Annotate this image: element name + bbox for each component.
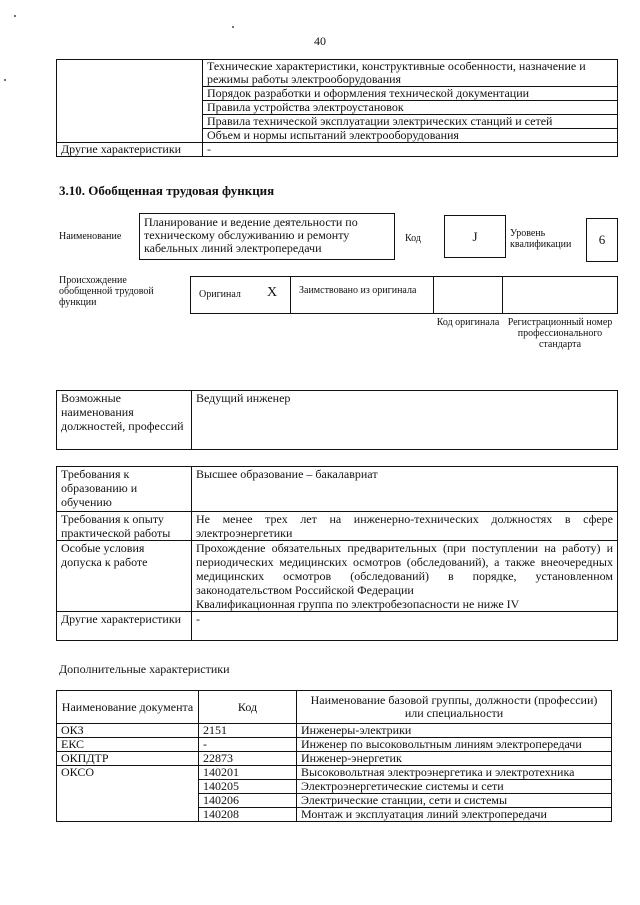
- name-cell: Инженер-энергетик: [297, 752, 612, 766]
- table-row: [57, 512, 618, 541]
- name-cell: Электроэнергетические системы и сети: [297, 780, 612, 794]
- header-doc: Наименование документа: [57, 691, 199, 724]
- reg-number-cell: [502, 276, 618, 314]
- table-row: [57, 612, 618, 641]
- positions-table: [56, 390, 618, 450]
- borrowed-label: Заимствовано из оригинала: [299, 285, 417, 296]
- table-row: [57, 60, 618, 87]
- header-code: Код: [199, 691, 297, 724]
- code-label: Код: [405, 233, 421, 244]
- knowledge-item: Порядок разработки и оформления технической документации: [203, 87, 618, 101]
- doc-cell: ОКСО: [57, 766, 199, 822]
- code-cell: 140201: [199, 766, 297, 780]
- conditions-label: Особые условия допуска к работе: [57, 541, 192, 612]
- education-value: Высшее образование – бакалавриат: [192, 467, 618, 512]
- safety-group-text: Квалификационная группа по электробезопасности не ниже IV: [196, 597, 520, 611]
- other-value: -: [203, 143, 618, 157]
- code-cell: 140206: [199, 794, 297, 808]
- knowledge-item: Правила технической эксплуатации электрических станций и сетей: [203, 115, 618, 129]
- experience-label: Требования к опыту практической работы: [57, 512, 192, 541]
- education-label: Требования к образованию и обучению: [57, 467, 192, 512]
- reg-number-caption: Регистрационный номер профессионального стандарта: [507, 317, 613, 350]
- table-row: [57, 752, 612, 766]
- code-original-cell: [433, 276, 503, 314]
- scan-speck: [4, 79, 6, 81]
- page-number: 40: [314, 34, 326, 48]
- code-cell: 140208: [199, 808, 297, 822]
- positions-label: Возможные наименования должностей, профессий: [57, 391, 192, 450]
- function-name: Планирование и ведение деятельности по техническому обслуживанию и ремонту кабельных линий электропередачи: [139, 213, 395, 260]
- experience-value: Не менее трех лет на инженерно-технических должностях в сфере электроэнергетики: [192, 512, 618, 541]
- table-row: [57, 724, 612, 738]
- table-row: [57, 391, 618, 450]
- knowledge-item: Технические характеристики, конструктивные особенности, назначение и режимы работы электрооборудования: [203, 60, 618, 87]
- scan-speck: [232, 26, 234, 28]
- table-row: [57, 738, 612, 752]
- knowledge-item: Объем и нормы испытаний электрооборудования: [203, 129, 618, 143]
- conditions-value: [192, 541, 618, 612]
- original-cell: [190, 276, 291, 314]
- original-label: Оригинал: [199, 289, 241, 300]
- additional-title: Дополнительные характеристики: [59, 662, 230, 676]
- table-row: [57, 143, 618, 157]
- name-cell: Монтаж и эксплуатация линий электропередачи: [297, 808, 612, 822]
- level-value: 6: [586, 218, 618, 262]
- scan-speck: [14, 15, 16, 17]
- additional-table: [56, 690, 612, 822]
- header-name: Наименование базовой группы, должности (профессии) или специальности: [297, 691, 612, 724]
- other-req-label: Другие характеристики: [57, 612, 192, 641]
- doc-cell: ОКЗ: [57, 724, 199, 738]
- section-title: 3.10. Обобщенная трудовая функция: [59, 183, 275, 198]
- other-label: Другие характеристики: [57, 143, 203, 157]
- name-cell: Инженер по высоковольтным линиям электропередачи: [297, 738, 612, 752]
- name-label: Наименование: [59, 231, 122, 242]
- code-original-caption: Код оригинала: [436, 317, 500, 328]
- table-row: [57, 541, 618, 612]
- table-row: [57, 766, 612, 780]
- borrowed-cell: [290, 276, 434, 314]
- name-cell: Высоковольтная электроэнергетика и электротехника: [297, 766, 612, 780]
- table-row: [57, 467, 618, 512]
- knowledge-item: Правила устройства электроустановок: [203, 101, 618, 115]
- positions-value: Ведущий инженер: [192, 391, 618, 450]
- code-cell: -: [199, 738, 297, 752]
- level-label: Уровень квалификации: [510, 228, 572, 250]
- name-cell: Электрические станции, сети и системы: [297, 794, 612, 808]
- table-header-row: [57, 691, 612, 724]
- doc-cell: ЕКС: [57, 738, 199, 752]
- code-cell: 140205: [199, 780, 297, 794]
- code-cell: 22873: [199, 752, 297, 766]
- code-value: J: [444, 215, 506, 258]
- name-cell: Инженеры-электрики: [297, 724, 612, 738]
- origin-label: Происхождение обобщенной трудовой функции: [59, 275, 154, 308]
- knowledge-table: [56, 59, 618, 157]
- empty-label-cell: [57, 60, 203, 143]
- other-req-value: -: [192, 612, 618, 641]
- code-cell: 2151: [199, 724, 297, 738]
- requirements-table: [56, 466, 618, 641]
- original-mark: X: [267, 285, 278, 300]
- doc-cell: ОКПДТР: [57, 752, 199, 766]
- medical-exam-text: Прохождение обязательных предварительных (при поступлении на работу) и периодических медицинских осмотров (обследований), а также внеочередных медицинских осмотров (обследований) в порядке, установленном законодательством Российской Федерации: [196, 541, 613, 597]
